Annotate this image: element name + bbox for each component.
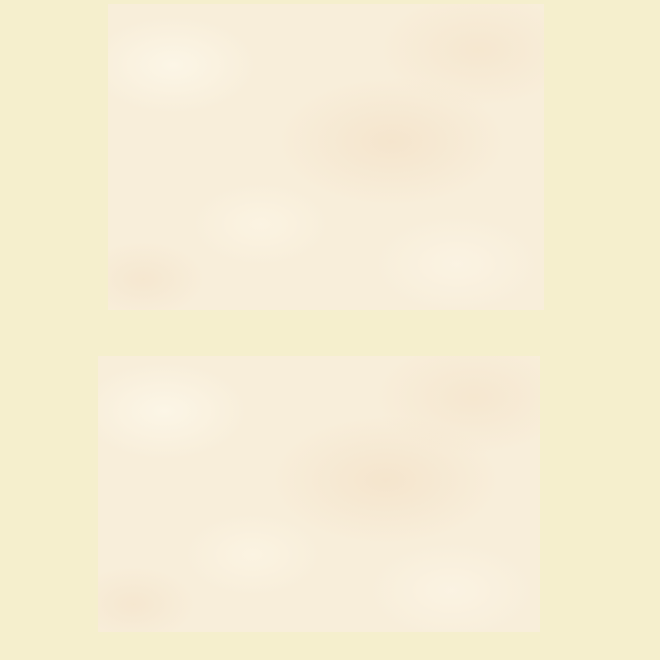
watermark <box>641 632 655 636</box>
temperature-axis-title <box>7 4 33 331</box>
